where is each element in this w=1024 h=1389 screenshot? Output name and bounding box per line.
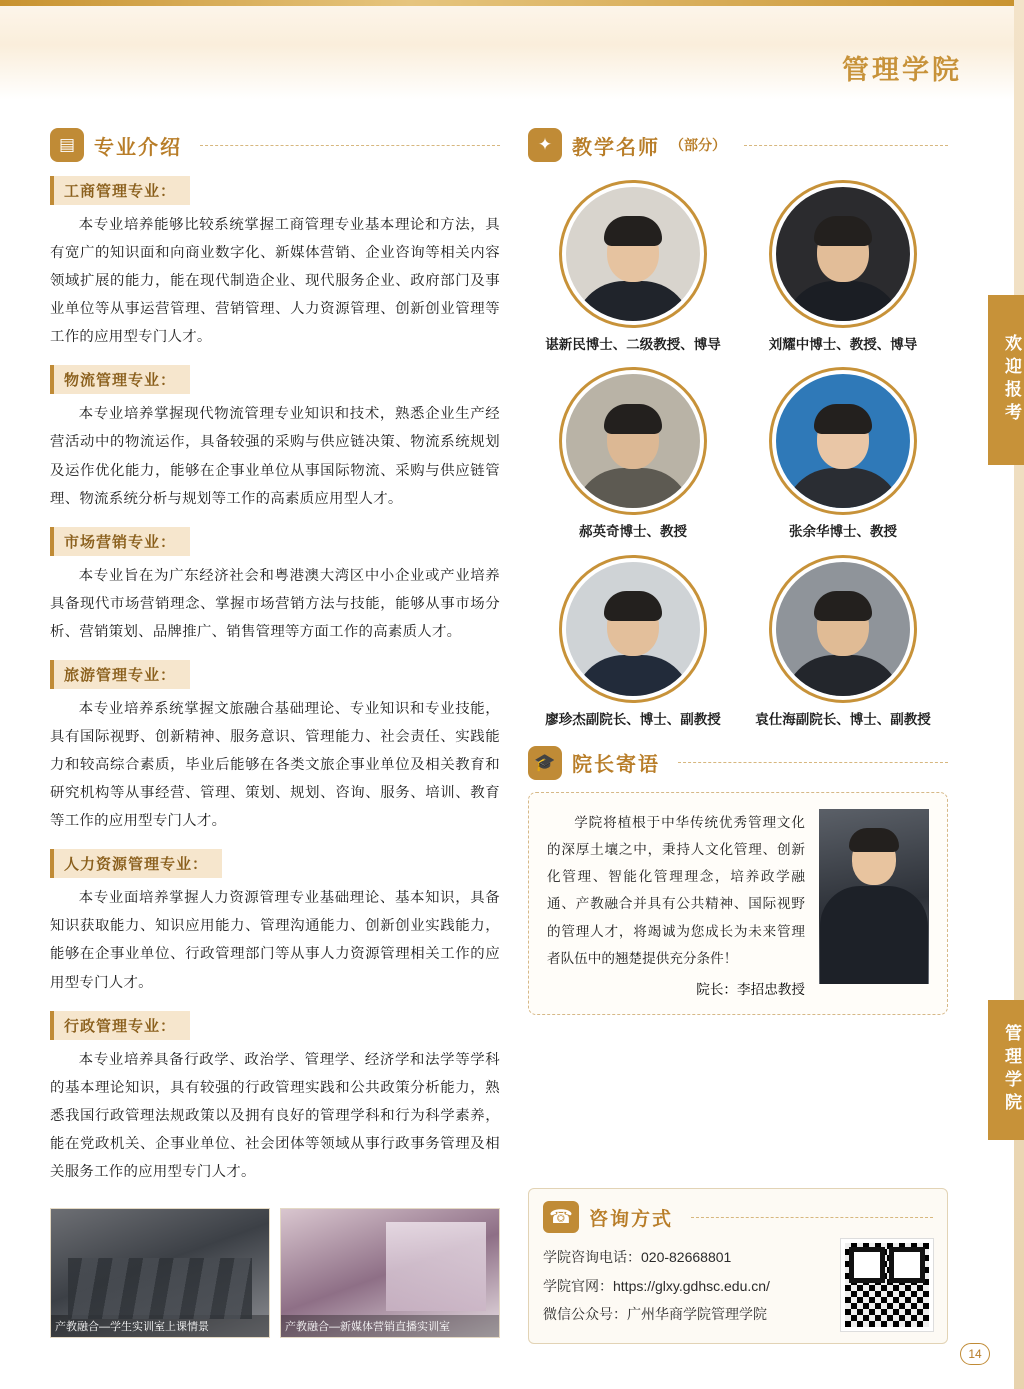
side-tab-welcome: 欢迎报考 bbox=[988, 295, 1024, 465]
contact-title: 咨询方式 bbox=[589, 1208, 674, 1230]
major-description: 本专业培养能够比较系统掌握工商管理专业基本理论和方法，具有宽广的知识面和向商业数字化、新媒体营销、企业咨询等相关内容领域扩展的能力，能在现代制造企业、现代服务企业、政府部门及事业单位等从事运营管理、营销管理、人力资源管理、创新创业管理等工作的应用型专门人才。 bbox=[50, 217, 500, 346]
photo-livestream-lab bbox=[280, 1208, 500, 1338]
teacher-name: 廖珍杰副院长、博士、副教授 bbox=[545, 711, 721, 727]
teachers-section-header bbox=[528, 128, 948, 162]
majors-section-title: 专业介绍 bbox=[94, 136, 182, 159]
teacher-card bbox=[533, 367, 733, 542]
teacher-card bbox=[533, 555, 733, 730]
majors-column bbox=[50, 128, 500, 1186]
teachers-section-subtitle: （部分） bbox=[670, 137, 726, 153]
dean-message: 学院将植根于中华传统优秀管理文化的深厚土壤之中，秉持人文化管理、创新化管理、智能化管理理念，培养政学融通、产教融合并具有公共精神、国际视野的管理人才，将竭诚为您成长为未来管理者队伍中的翘楚提供充分条件！ bbox=[547, 814, 805, 966]
major-item bbox=[50, 176, 500, 351]
contact-phone: 学院咨询电话：020-82668801 bbox=[543, 1249, 732, 1265]
dean-signature: 院长：李招忠教授 bbox=[696, 981, 805, 997]
major-name: 物流管理专业： bbox=[50, 365, 190, 394]
major-description: 本专业培养掌握现代物流管理专业知识和技术，熟悉企业生产经营活动中的物流运作，具备较强的采购与供应链决策、物流系统规划及运作优化能力，能够在企事业单位从事国际物流、采购与供应链管理、物流系统分析与规划等工作的高素质应用型人才。 bbox=[50, 406, 500, 507]
teacher-name: 袁仕海副院长、博士、副教授 bbox=[755, 711, 931, 727]
teacher-grid bbox=[528, 180, 948, 730]
book-icon: ▤ bbox=[50, 128, 84, 162]
contact-website[interactable]: 学院官网：https://glxy.gdhsc.edu.cn/ bbox=[543, 1277, 770, 1294]
major-item bbox=[50, 1011, 500, 1186]
teachers-column bbox=[528, 128, 948, 1015]
avatar bbox=[769, 555, 917, 703]
teacher-icon: ✦ bbox=[528, 128, 562, 162]
major-name: 行政管理专业： bbox=[50, 1011, 190, 1040]
avatar bbox=[769, 180, 917, 328]
photo-caption: 产教融合—学生实训室上课情景 bbox=[51, 1315, 269, 1337]
qr-code bbox=[841, 1239, 933, 1331]
avatar bbox=[559, 555, 707, 703]
major-description: 本专业培养系统掌握文旅融合基础理论、专业知识和专业技能，具有国际视野、创新精神、服务意识、管理能力、社会责任、实践能力和较高综合素质，毕业后能够在各类文旅企事业单位及相关教育和研究机构等从事经营、管理、策划、规划、咨询、服务、培训、教育等工作的应用型专门人才。 bbox=[50, 700, 500, 830]
major-description: 本专业旨在为广东经济社会和粤港澳大湾区中小企业或产业培养具备现代市场营销理念、掌握市场营销方法与技能，能够从事市场分析、营销策划、品牌推广、销售管理等方面工作的高素质人才。 bbox=[50, 567, 500, 640]
major-name: 工商管理专业： bbox=[50, 176, 190, 205]
contact-header bbox=[543, 1201, 933, 1233]
photo-caption: 产教融合—新媒体营销直播实训室 bbox=[281, 1315, 499, 1337]
campus-photos bbox=[50, 1208, 500, 1338]
avatar bbox=[769, 367, 917, 515]
teacher-card bbox=[533, 180, 733, 355]
teachers-section-title: 教学名师 bbox=[572, 136, 660, 159]
page-title: 管理学院 bbox=[842, 55, 962, 85]
contact-box bbox=[528, 1188, 948, 1344]
contact-wechat: 微信公众号：广州华商学院管理学院 bbox=[543, 1306, 767, 1323]
telephone-icon: ☎ bbox=[543, 1201, 579, 1233]
photo-classroom bbox=[50, 1208, 270, 1338]
major-item bbox=[50, 365, 500, 512]
major-name: 市场营销专业： bbox=[50, 527, 190, 556]
dean-section-title: 院长寄语 bbox=[572, 754, 660, 777]
major-description: 本专业培养具备行政学、政治学、管理学、经济学和法学等学科的基本理论知识，具有较强的行政管理实践和公共政策分析能力，熟悉我国行政管理法规政策以及拥有良好的管理学科和行为科学素养，能在党政机关、企事业单位、社会团体等领域从事行政事务管理及相关服务工作的应用型专门人才。 bbox=[50, 1051, 500, 1180]
teacher-card bbox=[743, 367, 943, 542]
major-name: 人力资源管理专业： bbox=[50, 849, 222, 878]
major-item bbox=[50, 527, 500, 646]
dean-message-box bbox=[528, 792, 948, 1015]
majors-section-header bbox=[50, 128, 500, 162]
divider bbox=[691, 1217, 933, 1218]
teacher-name: 张余华博士、教授 bbox=[789, 524, 897, 540]
page-number: 14 bbox=[960, 1343, 990, 1365]
divider bbox=[744, 145, 948, 146]
divider bbox=[678, 762, 948, 763]
teacher-card bbox=[743, 555, 943, 730]
divider bbox=[200, 145, 500, 146]
right-edge-rail bbox=[1014, 0, 1024, 1389]
teacher-name: 郝英奇博士、教授 bbox=[579, 524, 687, 540]
dean-section-header bbox=[528, 746, 948, 780]
graduation-cap-icon: 🎓 bbox=[528, 746, 562, 780]
major-description: 本专业面培养掌握人力资源管理专业基础理论、基本知识，具备知识获取能力、知识应用能力、管理沟通能力、创新创业实践能力，能够在企事业单位、行政管理部门等从事人力资源管理相关工作的应用型专门人才。 bbox=[50, 890, 500, 991]
major-item bbox=[50, 849, 500, 996]
teacher-card bbox=[743, 180, 943, 355]
side-tab-college: 管理学院 bbox=[988, 1000, 1024, 1140]
dean-portrait bbox=[819, 809, 929, 984]
major-name: 旅游管理专业： bbox=[50, 660, 190, 689]
major-item bbox=[50, 660, 500, 835]
avatar bbox=[559, 367, 707, 515]
avatar bbox=[559, 180, 707, 328]
teacher-name: 谌新民博士、二级教授、博导 bbox=[545, 337, 721, 352]
teacher-name: 刘耀中博士、教授、博导 bbox=[768, 337, 918, 352]
